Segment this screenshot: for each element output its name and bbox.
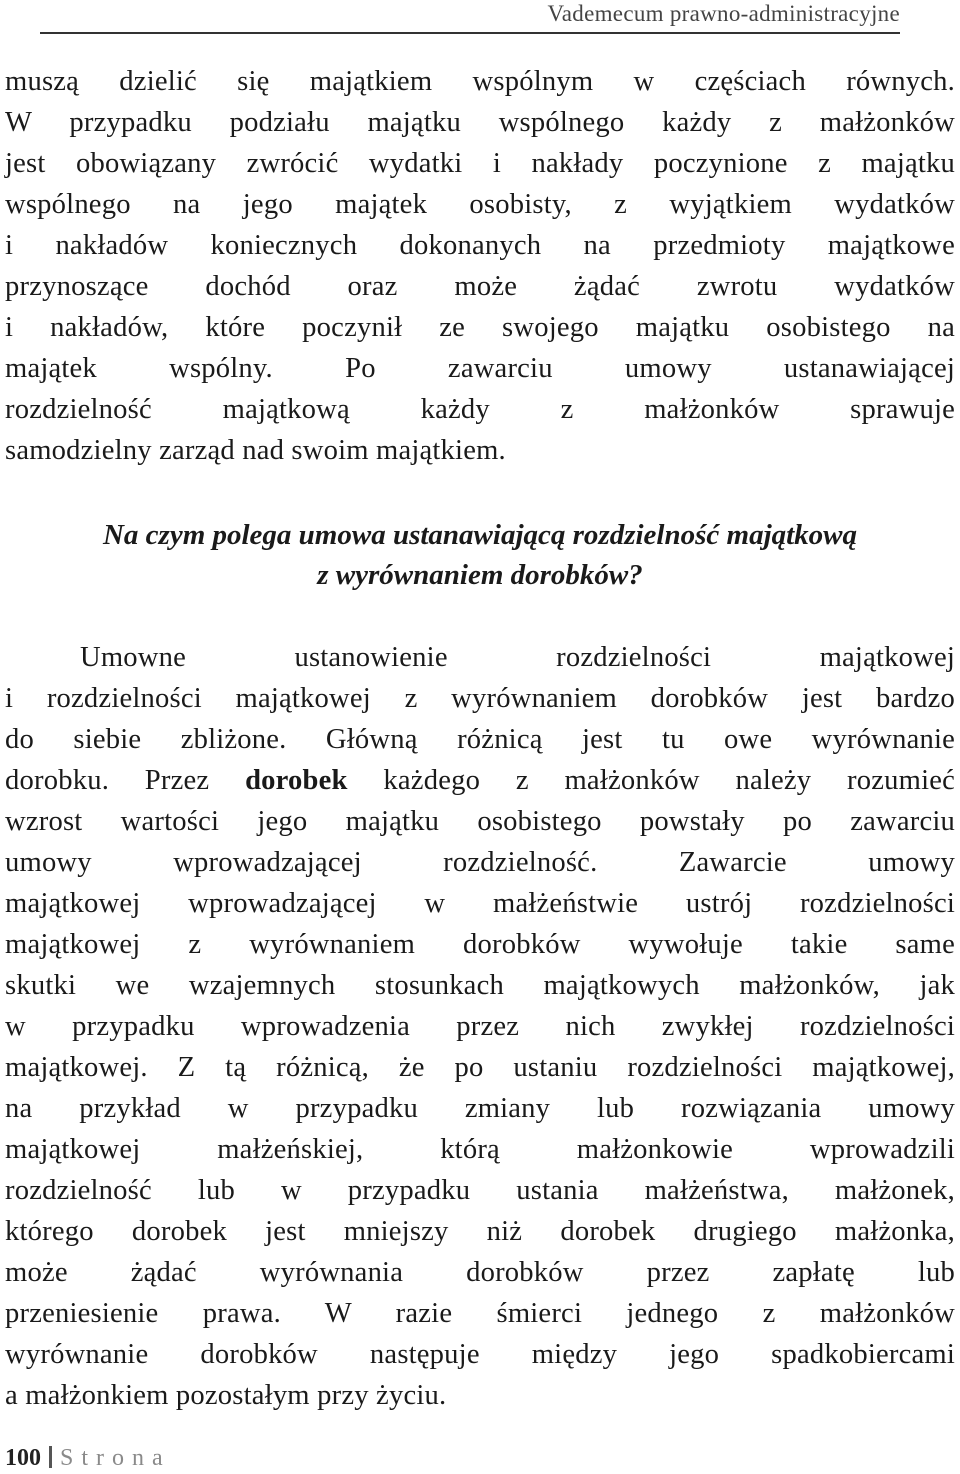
paragraph-2-text: każdego z małżonków należy rozumieć [347, 765, 955, 796]
paragraph-1-line: przynoszące dochód oraz może żądać zwrotu wydatków [5, 271, 955, 302]
section-heading-line-1: Na czym polega umowa ustanawiającą rozdzielność majątkową [102, 519, 858, 551]
paragraph-2 [5, 637, 955, 1416]
page-footer [5, 1443, 171, 1473]
paragraph-2-line: majątkowej. Z tą różnicą, że po ustaniu rozdzielności majątkowej, [5, 1052, 955, 1083]
paragraph-2-line: wyrównanie dorobków następuje między jego spadkobiercami [5, 1339, 955, 1370]
paragraph-2-line: rozdzielność lub w przypadku ustania małżeństwa, małżonek, [5, 1175, 955, 1206]
paragraph-1 [5, 61, 955, 471]
paragraph-1-line: wspólnego na jego majątek osobisty, z wyjątkiem wydatków [5, 189, 955, 220]
paragraph-2-line: wzrost wartości jego majątku osobistego powstały po zawarciu [5, 806, 955, 837]
paragraph-2-text: dorobku. Przez [5, 765, 246, 796]
section-heading-line-2: z wyrównaniem dorobków? [317, 559, 643, 591]
paragraph-2-line: a małżonkiem pozostałym przy życiu. [5, 1380, 447, 1411]
page-label: Strona [60, 1445, 171, 1471]
paragraph-2-line: do siebie zbliżone. Główną różnicą jest tu owe wyrównanie [5, 724, 955, 755]
paragraph-1-line: W przypadku podziału majątku wspólnego każdy z małżonków [5, 107, 955, 138]
paragraph-1-line: rozdzielność majątkową każdy z małżonków sprawuje [5, 394, 955, 425]
paragraph-1-line: i nakładów koniecznych dokonanych na przedmioty majątkowe [5, 230, 955, 261]
paragraph-2-line: majątkowej wprowadzającej w małżeństwie ustrój rozdzielności [5, 888, 955, 919]
paragraph-2-line: na przykład w przypadku zmiany lub rozwiązania umowy [5, 1093, 955, 1124]
paragraph-2-line: majątkowej małżeńskiej, którą małżonkowie wprowadzili [5, 1134, 955, 1165]
paragraph-1-line: majątek wspólny. Po zawarciu umowy ustanawiającej [5, 353, 955, 384]
paragraph-2-line: może żądać wyrównania dorobków przez zapłatę lub [5, 1257, 955, 1288]
running-header [40, 0, 900, 34]
paragraph-2-line: w przypadku wprowadzenia przez nich zwykłej rozdzielności [5, 1011, 955, 1042]
paragraph-2-line: przeniesienie prawa. W razie śmierci jednego z małżonków [5, 1298, 955, 1329]
paragraph-2-line: majątkowej z wyrównaniem dorobków wywołuje takie same [5, 929, 955, 960]
paragraph-2-line: i rozdzielności majątkowej z wyrównaniem dorobków jest bardzo [5, 683, 955, 714]
paragraph-2-line: umowy wprowadzającej rozdzielność. Zawarcie umowy [5, 847, 955, 878]
paragraph-2-line [5, 760, 955, 801]
paragraph-2-line: którego dorobek jest mniejszy niż dorobek drugiego małżonka, [5, 1216, 955, 1247]
paragraph-2-line: Umowne ustanowienie rozdzielności majątkowej [80, 642, 955, 673]
paragraph-2-line: skutki we wzajemnych stosunkach majątkowych małżonków, jak [5, 970, 955, 1001]
page-number: 100 [5, 1445, 41, 1471]
paragraph-1-line: i nakładów, które poczynił ze swojego majątku osobistego na [5, 312, 955, 343]
term-dorobek: dorobek [245, 765, 348, 796]
running-header-title: Vademecum prawno-administracyjne [547, 1, 900, 26]
section-heading [5, 515, 955, 595]
paragraph-1-line: muszą dzielić się majątkiem wspólnym w częściach równych. [5, 66, 955, 97]
footer-separator [49, 1446, 52, 1468]
paragraph-1-line: jest obowiązany zwrócić wydatki i nakłady poczynione z majątku [5, 148, 955, 179]
paragraph-1-line: samodzielny zarząd nad swoim majątkiem. [5, 435, 506, 466]
